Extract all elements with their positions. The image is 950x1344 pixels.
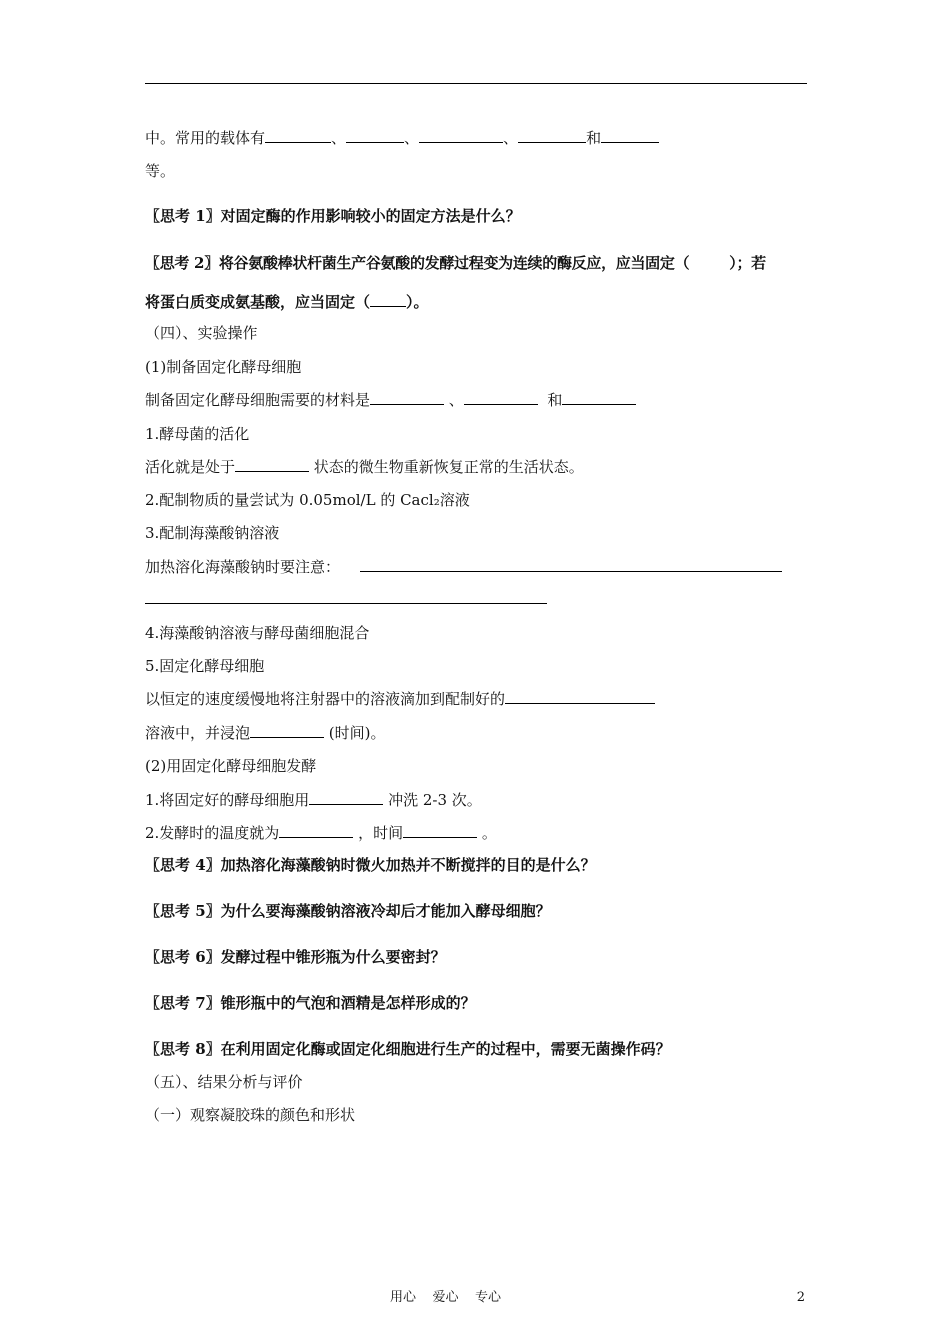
step-5: 5.固定化酵母细胞 <box>145 657 265 675</box>
step-1: 1.酵母菌的活化 <box>145 425 250 443</box>
sep-2: 、 <box>404 129 420 147</box>
think-7: 〖思考 7〗锥形瓶中的气泡和酒精是怎样形成的？ <box>145 994 476 1012</box>
think-2-text-b: ）；若 <box>729 254 766 272</box>
activation-line <box>145 457 584 477</box>
he-text-2: 和 <box>547 391 563 409</box>
think-2-line-2 <box>145 292 429 312</box>
temp-line <box>145 823 497 843</box>
section-4-title: （四）、实验操作 <box>145 324 258 342</box>
blank-4[interactable] <box>518 128 586 143</box>
sep-1: 、 <box>331 129 347 147</box>
think-2-line-1 <box>145 253 766 273</box>
step-3: 3.配制海藻酸钠溶液 <box>145 524 280 542</box>
think-2-text-c: 将蛋白质变成氨基酸，应当固定（ <box>145 293 371 311</box>
header-rule <box>145 83 807 84</box>
blank-soak-time[interactable] <box>250 723 324 738</box>
materials-text: 制备固定化酵母细胞需要的材料是 <box>145 391 371 409</box>
drip-text: 以恒定的速度缓慢地将注射器中的溶液滴加到配制好的 <box>145 690 506 708</box>
heating-note: 加热溶化海藻酸钠时要注意： <box>145 558 341 576</box>
wash-text-a: 1.将固定好的酵母细胞用 <box>145 791 310 809</box>
temp-text-a: 2.发酵时的温度就为 <box>145 824 280 842</box>
footer-motto: 用心 爱心 专心 <box>390 1290 502 1305</box>
activation-text-a: 活化就是处于 <box>145 458 236 476</box>
blank-material-1[interactable] <box>370 390 444 405</box>
soak-text-b: (时间)。 <box>324 724 386 742</box>
sep-3: 、 <box>503 129 519 147</box>
activation-text-b: 状态的微生物重新恢复正常的生活状态。 <box>309 458 584 476</box>
wash-line <box>145 790 482 810</box>
blank-material-3[interactable] <box>562 390 636 405</box>
blank-time[interactable] <box>403 823 477 838</box>
etc-line: 等。 <box>145 162 176 180</box>
section-5-item-1: （一）观察凝胶珠的颜色和形状 <box>145 1106 356 1124</box>
prep-title: (1)制备固定化酵母细胞 <box>145 358 302 376</box>
temp-text-c: 。 <box>477 824 497 842</box>
step-4: 4.海藻酸钠溶液与酵母菌细胞混合 <box>145 624 370 642</box>
blank-heating-2[interactable] <box>145 603 547 604</box>
blank-activation[interactable] <box>235 457 309 472</box>
soak-line <box>145 723 386 743</box>
section-5-title: （五）、结果分析与评价 <box>145 1073 303 1091</box>
he-text: 和 <box>586 129 602 147</box>
think-1: 〖思考 1〗对固定酶的作用影响较小的固定方法是什么？ <box>145 207 521 225</box>
page-number: 2 <box>796 1290 805 1305</box>
ferment-title: (2)用固定化酵母细胞发酵 <box>145 757 317 775</box>
blank-heating-1[interactable] <box>360 571 782 572</box>
blank-solution[interactable] <box>505 689 655 704</box>
wash-text-b: 冲洗 2-3 次。 <box>383 791 482 809</box>
temp-text-b: ，时间 <box>353 824 404 842</box>
blank-1[interactable] <box>265 128 331 143</box>
think-2-text-a: 〖思考 2〗将谷氨酸棒状杆菌生产谷氨酸的发酵过程变为连续的酶反应，应当固定（ <box>145 254 690 272</box>
blank-think-2[interactable] <box>370 292 406 307</box>
blank-3[interactable] <box>419 128 503 143</box>
think-5: 〖思考 5〗为什么要海藻酸钠溶液冷却后才能加入酵母细胞？ <box>145 902 551 920</box>
blank-5[interactable] <box>601 128 659 143</box>
drip-line <box>145 689 655 709</box>
blank-wash[interactable] <box>309 790 383 805</box>
materials-line <box>145 390 636 410</box>
blank-material-2[interactable] <box>464 390 538 405</box>
think-8: 〖思考 8〗在利用固定化酶或固定化细胞进行生产的过程中，需要无菌操作码？ <box>145 1040 671 1058</box>
think-6: 〖思考 6〗发酵过程中锥形瓶为什么要密封？ <box>145 948 446 966</box>
soak-text-a: 溶液中，并浸泡 <box>145 724 251 742</box>
blank-2[interactable] <box>346 128 404 143</box>
carrier-line <box>145 128 659 148</box>
think-4: 〖思考 4〗加热溶化海藻酸钠时微火加热并不断搅拌的目的是什么？ <box>145 856 596 874</box>
carrier-text: 中。常用的载体有 <box>145 129 266 147</box>
think-2-text-d: ）。 <box>406 293 429 311</box>
sep-4: 、 <box>448 391 464 409</box>
step-2: 2.配制物质的量尝试为 0.05mol/L 的 Cacl₂溶液 <box>145 491 470 509</box>
blank-temp[interactable] <box>279 823 353 838</box>
